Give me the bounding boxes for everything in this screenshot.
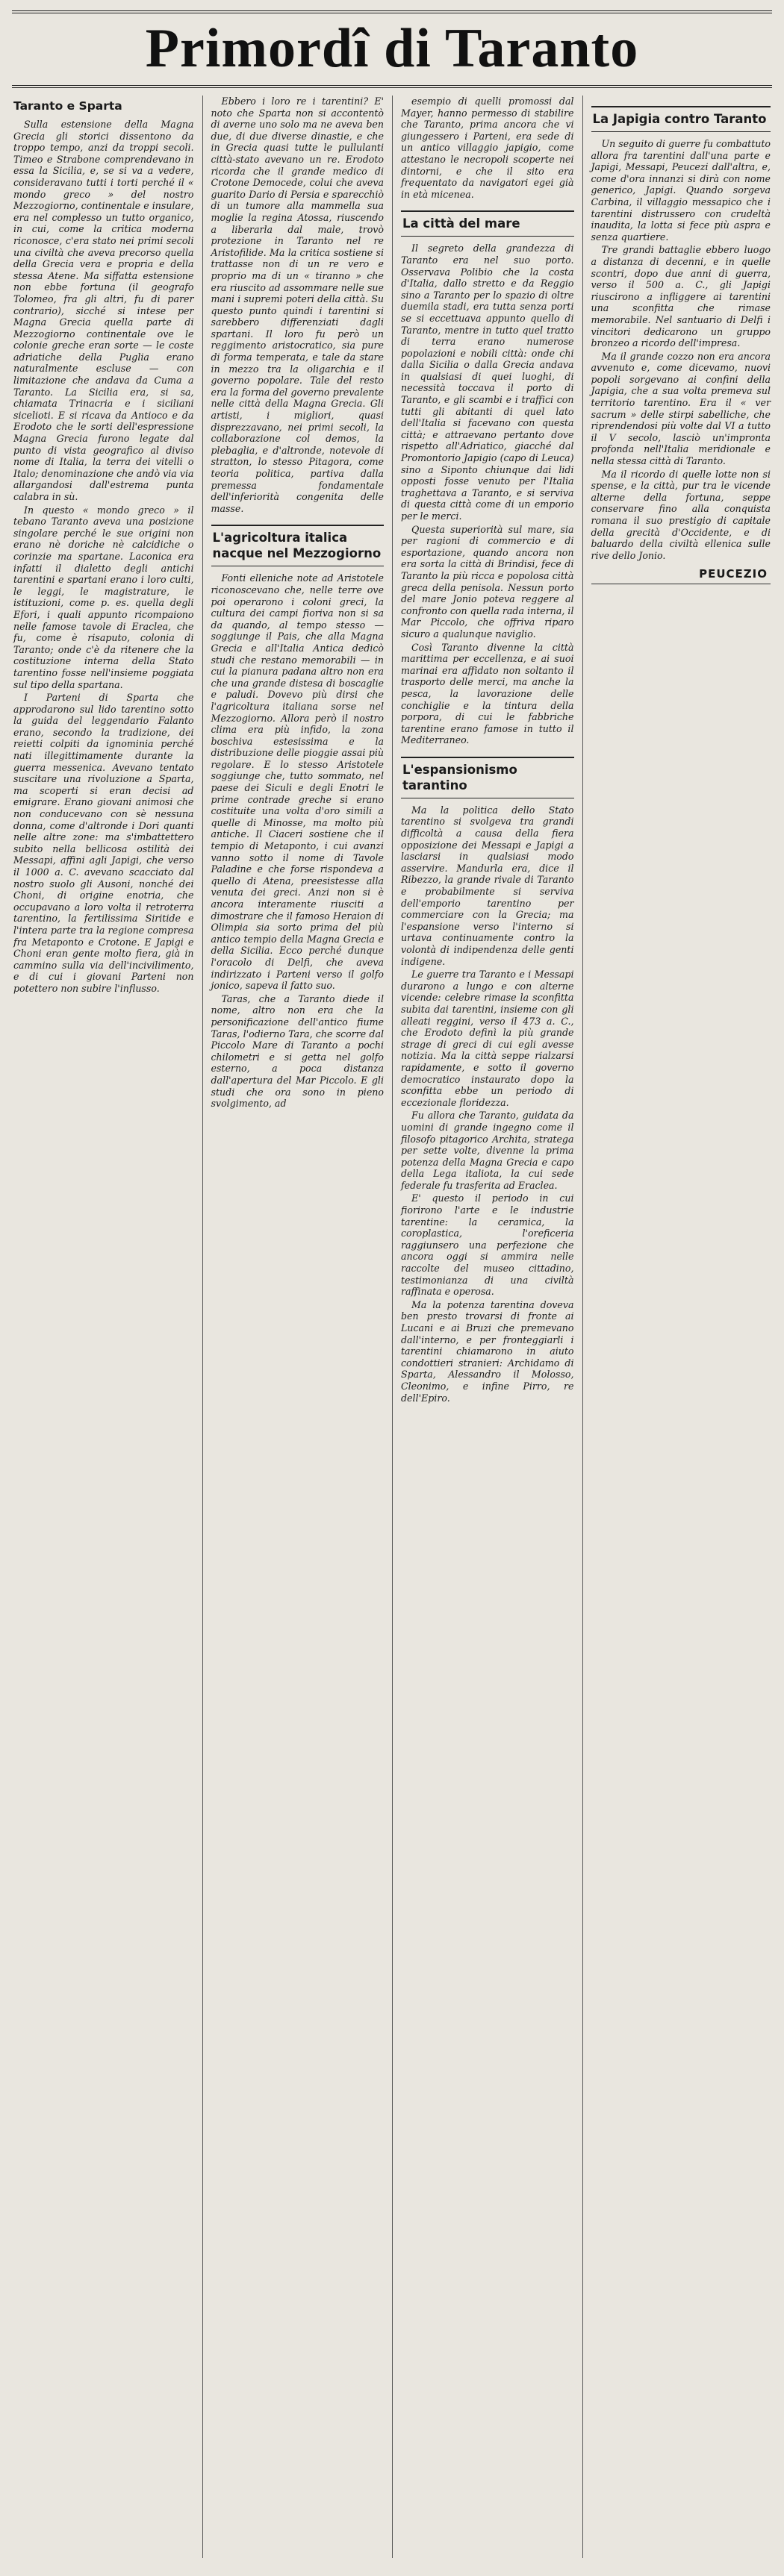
paragraph: E' questo il periodo in cui fiorirono l'arte e le industrie tarentine: la ceramica, la coroplastica, l'oreficeria raggiunsero una perfezione che ancora oggi si ammira nelle raccolte del museo cittadino, testimonianza di una civiltà raffinata e operosa. [401, 1192, 574, 1298]
paragraph: Ebbero i loro re i tarentini? E' noto che Sparta non si accontentò di averne uno solo ma ne aveva ben due, di due diverse dinastie, e che in Grecia quasi tutte le pullulanti città-stato avevano un re. Erodoto ricorda che il grande medico di Crotone Democede, colui che aveva guarito Dario di Persia e sparecchiò di un tumore alla mammella sua moglie la regina Atossa, riuscendo a liberarla dal male, trovò protezione in Taranto nel re Aristofilide. Ma la critica sostiene si trattasse non di un re vero e proprio ma di un « tiranno » che era riuscito ad assommare nelle sue mani i supremi poteri della città. Su questo punto quindi i tarentini si sarebbero differenziati dagli spartani. Il loro fu però un reggimento aristocratico, sia pure di forma temperata, e tale da stare in mezzo tra la oligarchia e il governo popolare. Tale del resto era la forma del governo prevalente nelle città della Magna Grecia. Gli artisti, i migliori, quasi disprezzavano, nei primi secoli, la collaborazione col demos, la plebaglia, e d'altronde, notevole di stratton, lo stesso Pitagora, come teoria politica, partiva dalla premessa fondamentale dell'inferiorità congenita delle masse. [211, 96, 384, 514]
paragraph: Taras, che a Taranto diede il nome, altro non era che la personificazione dell'antico fiume Taras, l'odierno Tara, che scorre dal Piccolo Mare di Taranto a pochi chilometri e si getta nel golfo esterno, a poca distanza dall'apertura del Mar Piccolo. E gli studi che ora sono in pieno svolgimento, ad [211, 992, 384, 1110]
paragraph: Ma il grande cozzo non era ancora avvenuto e, come dicevamo, nuovi popoli sorgevano ai confini della Japigia, che a sua volta premeva sul territorio tarentino. Era il « ver sacrum » delle stirpi sabelliche, che riprendendosi più volte dal VI a tutto il V secolo, lasciò un'impronta profonda nell'Italia meridionale e nella stessa città di Taranto. [591, 350, 771, 467]
paragraph: Fonti elleniche note ad Aristotele riconoscevano che, nelle terre ove poi operarono i coloni greci, la cultura dei campi fioriva non si sa da quando, al tempo stesso — soggiunge il Pais, che alla Magna Grecia e all'Italia Antica dedicò studi che restano memorabili — in cui la pianura padana altro non era che una grande distesa di boscaglie e paludi. Dovevo più dirsi che l'agricoltura italiana sorse nel Mezzogiorno. Allora però il nostro clima era più infido, la zona boschiva estesissima e la distribuzione delle pioggie assai più regolare. E lo stesso Aristotele soggiunge che, tutto sommato, nel paese dei Siculi e degli Enotri le prime contrade greche si erano costituite una volta d'oro simili a quelle di Minosse, ma molto più antiche. Il Ciaceri sostiene che il tempio di Metaponto, i cui avanzi vanno sotto il nome di Tavole Paladine e che forse rispondeva a quello di Atena, preesistesse alla venuta dei greci. Anzi non si è ancora interamente riusciti a dimostrare che il famoso Heraion di Olimpia sia sorto prima del più antico tempio della Magna Grecia e della Sicilia. Ecco perché dunque l'oracolo di Delfi, che aveva indirizzato i Parteni verso il golfo jonico, sapeva il fatto suo. [211, 572, 384, 992]
paragraph: I Parteni di Sparta che approdarono sul lido tarentino sotto la guida del leggendario Falanto erano, secondo la tradizione, dei reietti colpiti da ignominia perché nati illegittimamente durante la guerra messenica. Avevano tentato suscitare una rivoluzione a Sparta, ma scoperti si eran decisi ad emigrare. Erano giovani animosi che non conducevano con sè nessuna donna, come d'altronde i Dori quanti nelle altre zone: ma s'imbattettero subito nella bellicosa ostilità dei Messapi, affini agli Japigi, che verso il 1000 a. C. avevano scacciato dal nostro suolo gli Ausoni, nonché dei Choni, di origine enotria, che occupavano a loro volta il retroterra tarentino, la fertilissima Siritide e l'intera parte tra la regione compresa fra Metaponto e Crotone. E Japigi e Choni eran gente molto fiera, già in cammino sulla via dell'incivilimento, e di cui i giovani Parteni non potettero non subire l'influsso. [13, 692, 194, 994]
paragraph: Sulla estensione della Magna Grecia gli storici dissentono da troppo tempo, anzi da troppi secoli. Timeo e Strabone comprendevano in essa la Sicilia, e, se si va a vedere, consideravano tutti i torti perché il « mondo greco » del nostro Mezzogiorno, continentale e insulare, era nel complesso un tutto organico, in cui, come la critica moderna riconosce, c'era stato nei primi secoli una civiltà che aveva precorso quella della Grecia vera e propria e della stessa Atene. Ma siffatta estensione non ebbe fortuna (il geografo Tolomeo, fra gli altri, fu di parer contrario), sicché si intese per Magna Grecia quella parte di Mezzogiorno continentale ove le colonie greche eran sorte — le coste adriatiche della Puglia erano naturalmente escluse — con limitazione che andava da Cuma a Taranto. La Sicilia era, si sa, chiamata Trinacria e i siciliani sicelioti. E si ricava da Antioco e da Erodoto che le sorti dell'espressione Magna Grecia furono legate dal punto di vista geografico al diviso nome di Italia, la terra dei vitelli o Italo; denominazione che andò via via allargandosi dall'estrema punta calabra in sù. [13, 119, 194, 502]
column-2 [202, 96, 393, 2558]
paragraph: Un seguito di guerre fu combattuto allora fra tarentini dall'una parte e Japigi, Messapi, Peucezi dall'altra, e, come d'ora innanzi si dirà con nome generico, Japigi. Quando sorgeva Carbina, il villaggio messapico che i tarentini distrussero con crudeltà inaudita, la lotta si fece più aspra e senza quartiere. [591, 138, 771, 243]
section-title: L'espansionismo tarantino [401, 757, 574, 798]
paragraph: Le guerre tra Taranto e i Messapi durarono a lungo e con alterne vicende: celebre rimase la sconfitta subita dai tarentini, insieme con gli alleati reggini, verso il 473 a. C., che Erodoto definì la più grande strage di greci di cui egli avesse notizia. Ma la città seppe rialzarsi rapidamente, e sotto il governo democratico instaurato dopo la sconfitta ebbe un periodo di eccezionale floridezza. [401, 969, 574, 1108]
headline: Primordî di Taranto [145, 18, 639, 79]
section-title: L'agricoltura italica nacque nel Mezzogiorno [211, 525, 385, 566]
paragraph: Ma il ricordo di quelle lotte non si spense, e la città, pur tra le vicende alterne della fortuna, seppe conservare fino alla conquista romana il suo prestigio di capitale della grecità d'Occidente, e di baluardo della civiltà ellenica sulle rive dello Jonio. [591, 468, 771, 561]
column-3 [392, 96, 582, 2558]
paragraph: Questa superiorità sul mare, sia per ragioni di commercio e di esportazione, quando ancora non era sorta la città di Brindisi, fece di Taranto la più ricca e popolosa città greca della penisola. Nessun porto del mare Jonio poteva reggere al confronto con quella rada interna, il Mar Piccolo, che offriva riparo sicuro a qualunque naviglio. [401, 523, 574, 640]
section-title: La città del mare [401, 210, 574, 237]
paragraph: Tre grandi battaglie ebbero luogo a distanza di decenni, e in quelle scontri, dopo due anni di guerra, verso il 500 a. C., gli Japigi riuscirono a infliggere ai tarentini una sconfitta che rimase memorabile. Nel santuario di Delfi i vincitori dedicarono un gruppo bronzeo a ricordo dell'impresa. [591, 244, 771, 349]
article-columns [12, 96, 772, 2558]
paragraph: Ma la potenza tarentina doveva ben presto trovarsi di fronte ai Lucani e ai Bruzi che premevano dall'interno, e per fronteggiarli i tarentini chiamarono in aiuto condottieri stranieri: Archidamo di Sparta, Alessandro il Molosso, Cleonimo, e infine Pirro, re dell'Epiro. [401, 1298, 574, 1404]
section-title: Taranto e Sparta [13, 99, 122, 113]
paragraph: Ma la politica dello Stato tarentino si svolgeva tra grandi difficoltà a causa della fiera opposizione dei Messapi e Japigi a lasciarsi in qualsiasi modo asservire. Mandurla era, dice il Ribezzo, la grande rivale di Taranto e probabilmente si serviva dell'emporio tarentino per commerciare con la Grecia; ma l'espansione verso l'interno si urtava continuamente contro la volontà di indipendenza delle genti indigene. [401, 804, 574, 967]
section-title: La Japigia contro Taranto [591, 106, 771, 132]
author-signature: PEUCEZIO [699, 567, 768, 581]
paragraph: esempio di quelli promossi dal Mayer, hanno permesso di stabilire che Taranto, prima ancora che vi giungessero i Parteni, era sede di un antico villaggio japigio, come attestano le necropoli scoperte nei dintorni, e che il sito era frequentato da navigatori egei già in età micenea. [401, 96, 574, 200]
paragraph: In questo « mondo greco » il tebano Taranto aveva una posizione singolare perché le sue origini non erano nè doriche nè calcidiche o corinzie ma spartane. Laconica era infatti il dialetto degli antichi tarentini e spartani erano i loro culti, le leggi, le magistrature, le istituzioni, come p. es. quella degli Efori, i quali appunto ricompaiono nelle famose tavole di Eraclea, che fu, come è risaputo, colonia di Taranto; onde c'è da ritenere che la costituzione interna della Stato tarentino fosse nell'insieme poggiata sul tipo della spartana. [13, 504, 194, 690]
paragraph: Il segreto della grandezza di Taranto era nel suo porto. Osservava Polibio che la costa d'Italia, dallo stretto e da Reggio sino a Taranto per lo spazio di oltre duemila stadi, era tutta senza porti se si eccettuava appunto quello di Taranto, mentre in tutto quel tratto di terra erano numerose popolazioni e nobili città: onde chi dalla Sicilia o dalla Grecia andava in qualsiasi di quei luoghi, di necessità toccava il porto di Taranto, e gli scambi e i traffici con tutti gli abitanti di quel lato dell'Italia si facevano con questa città; e attraevano pertanto dove rispetto all'Adriatico, giacché dal Promontorio Japigio (capo di Leuca) sino a Siponto chiunque dai lidi opposti fosse venuto per l'Italia traghettava a Taranto, e si serviva di questa città come di un emporio per le merci. [401, 243, 574, 522]
headline-box [12, 10, 772, 88]
paragraph: Fu allora che Taranto, guidata da uomini di grande ingegno come il filosofo pitagorico Archita, stratega per sette volte, divenne la prima potenza della Magna Grecia e capo della Lega italiota, la cui sede federale fu trasferita ad Eraclea. [401, 1110, 574, 1191]
column-1 [12, 96, 202, 2558]
column-4 [582, 96, 773, 2558]
paragraph: Così Taranto divenne la città marittima per eccellenza, e ai suoi marinai era affidato non soltanto il trasporto delle merci, ma anche la pesca, la lavorazione delle conchiglie e la tintura della porpora, di cui le fabbriche tarentine erano famose in tutto il Mediterraneo. [401, 641, 574, 746]
